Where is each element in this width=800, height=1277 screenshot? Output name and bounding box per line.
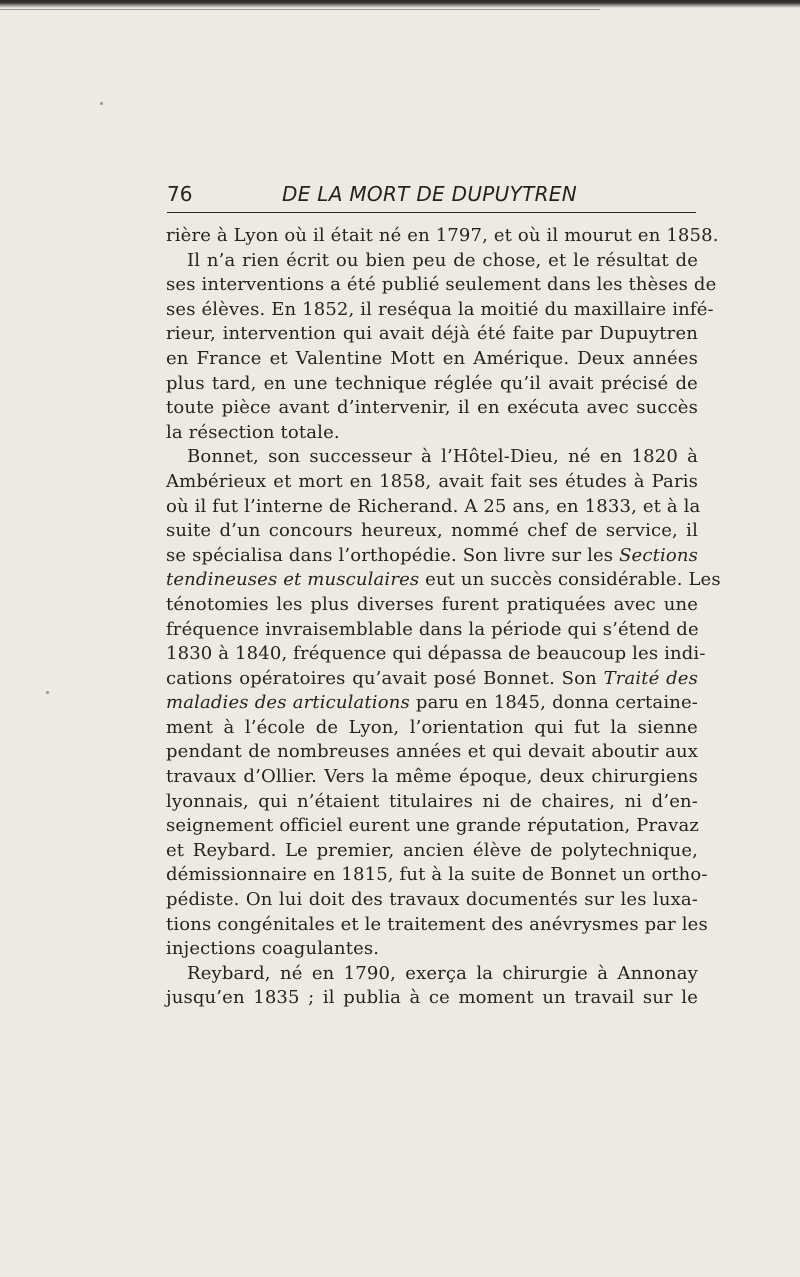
text-line: et Reybard. Le premier, ancien élève de polytechnique, bbox=[166, 839, 698, 861]
text-line bbox=[166, 691, 698, 716]
text-run: eut un succès considérable. Les bbox=[419, 569, 721, 591]
text-line: en France et Valentine Mott en Amérique. Deux années bbox=[166, 347, 698, 369]
text-line: jusqu’en 1835 ; il publia à ce moment un travail sur le bbox=[166, 987, 698, 1009]
text-line bbox=[166, 544, 698, 569]
italic-title: Sections bbox=[619, 544, 698, 566]
paper-speck bbox=[100, 102, 103, 105]
text-line: lyonnais, qui n’étaient titulaires ni de chaires, ni d’en- bbox=[166, 790, 698, 812]
italic-title: tendineuses et musculaires bbox=[166, 569, 420, 591]
text-line: Il n’a rien écrit ou bien peu de chose, et le résultat de bbox=[187, 249, 698, 271]
text-line: Bonnet, son successeur à l’Hôtel-Dieu, né en 1820 à bbox=[187, 446, 698, 468]
text-line: travaux d’Ollier. Vers la même époque, deux chirurgiens bbox=[166, 766, 698, 788]
text-line: pédiste. On lui doit des travaux documentés sur les luxa- bbox=[166, 889, 698, 911]
text-line: démissionnaire en 1815, fut à la suite de Bonnet un ortho- bbox=[166, 864, 708, 886]
italic-title: maladies des articulations bbox=[166, 692, 410, 714]
text-line: plus tard, en une technique réglée qu’il avait précisé de bbox=[166, 372, 698, 394]
text-line: où il fut l’interne de Richerand. A 25 ans, en 1833, et à la bbox=[166, 495, 701, 517]
text-line: ténotomies les plus diverses furent pratiquées avec une bbox=[166, 593, 698, 615]
text-line: suite d’un concours heureux, nommé chef de service, il bbox=[166, 520, 698, 542]
text-line: 1830 à 1840, fréquence qui dépassa de beaucoup les indi- bbox=[166, 643, 706, 665]
text-line: la résection totale. bbox=[166, 421, 340, 443]
text-line: rière à Lyon où il était né en 1797, et où il mourut en 1858. bbox=[166, 225, 719, 246]
text-line bbox=[166, 568, 721, 593]
italic-title: Traité des bbox=[603, 667, 698, 689]
text-line: ses interventions a été publié seulement dans les thèses de bbox=[166, 274, 717, 296]
text-line: rieur, intervention qui avait déjà été faite par Dupuytren bbox=[166, 323, 698, 345]
page-number: 76 bbox=[167, 182, 193, 206]
running-title: DE LA MORT DE DUPUYTREN bbox=[282, 182, 578, 206]
text-line: ment à l’école de Lyon, l’orientation qui fut la sienne bbox=[166, 716, 698, 738]
text-line: ses élèves. En 1852, il reséqua la moitié du maxillaire infé- bbox=[166, 298, 714, 320]
text-run: paru en 1845, donna certaine- bbox=[409, 692, 698, 714]
body-text bbox=[166, 224, 721, 1011]
text-run: se spécialisa dans l’orthopédie. Son livre sur les bbox=[166, 544, 620, 566]
page-header bbox=[167, 180, 696, 213]
text-line: tions congénitales et le traitement des anévrysmes par les bbox=[166, 913, 708, 935]
text-line: seignement officiel eurent une grande réputation, Pravaz bbox=[166, 815, 699, 837]
text-line: toute pièce avant d’intervenir, il en exécuta avec succès bbox=[166, 397, 698, 419]
text-line: Ambérieux et mort en 1858, avait fait ses études à Paris bbox=[166, 470, 698, 492]
text-run: cations opératoires qu’avait posé Bonnet. Son bbox=[166, 667, 604, 689]
text-line: injections coagulantes. bbox=[166, 938, 380, 960]
text-line: pendant de nombreuses années et qui devait aboutir aux bbox=[166, 741, 698, 763]
paper-speck bbox=[46, 691, 49, 694]
page-top-edge bbox=[0, 0, 800, 8]
text-line: Reybard, né en 1790, exerça la chirurgie à Annonay bbox=[187, 962, 698, 984]
page-edge-line bbox=[0, 9, 600, 10]
text-line bbox=[166, 667, 698, 692]
text-line: fréquence invraisemblable dans la période qui s’étend de bbox=[166, 618, 699, 640]
